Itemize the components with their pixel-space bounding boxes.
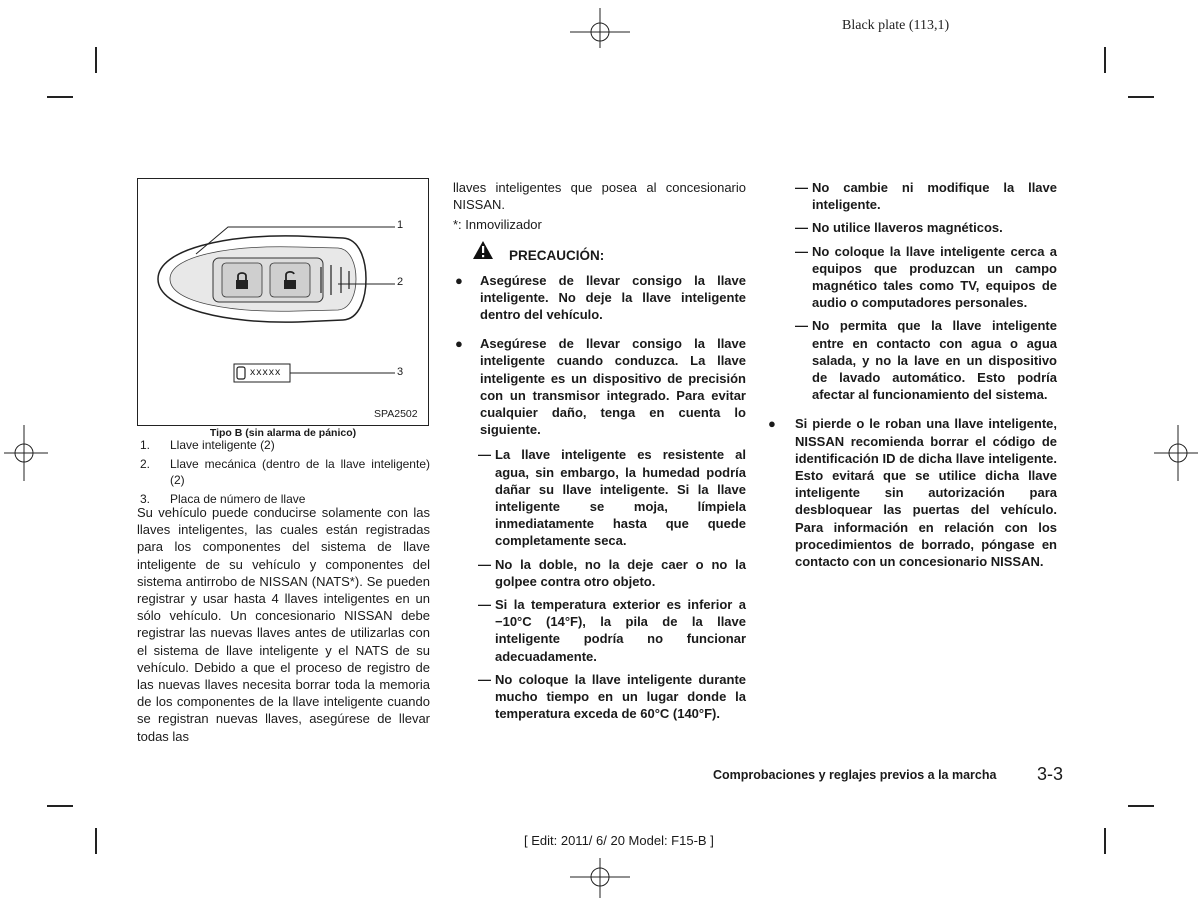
dash-text: Si la temperatura exterior es inferior a −10°C (14°F), la pila de la llave inteligente podría no funcionar adecuadamente. bbox=[495, 597, 746, 664]
dash-text: No permita que la llave inteligente entre en contacto con agua o agua salada, y no la lave en un dispositivo de lavado automático. Esto podría afectar al funcionamiento del sistema. bbox=[812, 318, 1057, 403]
dash-marker: — bbox=[478, 556, 491, 572]
key-tag-text: xxxxx bbox=[250, 366, 282, 378]
bullet-text: Asegúrese de llevar consigo la llave inteligente. No deje la llave inteligente dentro del vehículo. bbox=[480, 272, 746, 323]
registration-mark-icon bbox=[1154, 425, 1198, 481]
list-text: Llave inteligente (2) bbox=[170, 438, 275, 452]
list-text: Llave mecánica (dentro de la llave inteligente) (2) bbox=[170, 456, 430, 487]
crop-mark bbox=[47, 96, 73, 98]
dash-text: No utilice llaveros magnéticos. bbox=[812, 220, 1003, 236]
crop-mark bbox=[95, 828, 97, 854]
caution-bullet bbox=[453, 272, 746, 324]
warning-icon bbox=[472, 240, 494, 260]
page-number: 3-3 bbox=[1037, 764, 1064, 784]
dash-text: La llave inteligente es resistente al agua, sin embargo, la humedad podría dañar su llave inteligente. Si la llave inteligente se moja, límpiela inmediatamente hasta que quede completamente seca. bbox=[495, 447, 746, 549]
crop-mark bbox=[1104, 828, 1106, 854]
registration-mark-icon bbox=[570, 858, 630, 898]
key-figure bbox=[137, 178, 429, 426]
figure-code: SPA2502 bbox=[374, 408, 418, 420]
body-paragraph: llaves inteligentes que posea al concesionario NISSAN. bbox=[453, 180, 746, 213]
registration-mark-icon bbox=[4, 425, 48, 481]
dash-marker: — bbox=[478, 671, 491, 687]
dash-marker: — bbox=[795, 318, 808, 334]
caution-dash-item bbox=[453, 671, 746, 723]
caution-header bbox=[453, 240, 746, 268]
list-text: Placa de número de llave bbox=[170, 491, 306, 506]
list-number: 3. bbox=[140, 491, 151, 506]
crop-mark bbox=[95, 47, 97, 73]
dash-marker: — bbox=[478, 597, 491, 613]
footnote: *: Inmovilizador bbox=[453, 217, 542, 233]
caution-dash-item bbox=[453, 446, 746, 549]
bullet-icon: ● bbox=[455, 336, 463, 352]
bullet-icon: ● bbox=[455, 272, 463, 288]
list-number: 2. bbox=[140, 456, 151, 471]
dash-text: No coloque la llave inteligente durante mucho tiempo en un lugar donde la temperatura exceda de 60°C (140°F). bbox=[495, 671, 746, 722]
dash-marker: — bbox=[795, 243, 808, 259]
list-item bbox=[140, 456, 430, 489]
caution-bullet bbox=[453, 335, 746, 438]
bullet-text: Si pierde o le roban una llave inteligente, NISSAN recomienda borrar el código de identificación ID de dicha llave inteligente. Esto evitará que se utilice dicha llave inteligente sin autorización para desbloquear las puertas del vehículo. Para información en relación con los procedimientos de borrado, póngase en contacto con un concesionario NISSAN. bbox=[795, 416, 1057, 570]
caution-dash-item bbox=[795, 243, 1057, 312]
column-2 bbox=[453, 179, 746, 722]
edit-line: [ Edit: 2011/ 6/ 20 Model: F15-B ] bbox=[524, 833, 714, 848]
dash-marker: — bbox=[478, 447, 491, 463]
crop-mark bbox=[1128, 805, 1154, 807]
crop-mark bbox=[1128, 96, 1154, 98]
caution-bullet bbox=[768, 415, 1057, 570]
list-number: 1. bbox=[140, 438, 151, 452]
caution-dash-item bbox=[795, 317, 1057, 403]
dash-marker: — bbox=[795, 180, 808, 195]
dash-text: No coloque la llave inteligente cerca a equipos que produzcan un campo magnético tales como TV, equipos de audio o computadores personales. bbox=[812, 243, 1057, 311]
dash-text: No la doble, no la deje caer o no la golpee contra otro objeto. bbox=[495, 556, 746, 589]
bullet-text: Asegúrese de llevar consigo la llave inteligente cuando conduzca. La llave inteligente es un dispositivo de precisión con un transmisor integrado. Para evitar cualquier daño, tenga en cuenta lo siguiente. bbox=[480, 336, 746, 438]
parts-list bbox=[140, 437, 430, 509]
plate-label: Black plate (113,1) bbox=[842, 18, 950, 33]
callout-2: 2 bbox=[397, 276, 404, 288]
section-title: Comprobaciones y reglajes previos a la marcha bbox=[713, 768, 997, 782]
caution-title: PRECAUCIÓN: bbox=[509, 247, 605, 263]
crop-mark bbox=[1104, 47, 1106, 73]
caution-dash-item bbox=[795, 219, 1057, 236]
figure-caption: Tipo B (sin alarma de pánico) bbox=[209, 427, 357, 439]
intelligent-key-illustration bbox=[138, 179, 428, 425]
bullet-icon: ● bbox=[768, 416, 776, 432]
caution-dash-item bbox=[453, 596, 746, 665]
dash-text: No cambie ni modifique la llave inteligente. bbox=[812, 180, 1057, 213]
list-item bbox=[140, 437, 430, 454]
body-paragraph: Su vehículo puede conducirse solamente con las llaves inteligentes, las cuales están registradas para los componentes del sistema de llave inteligente de su vehículo y componentes del sistema antirrobo de NISSAN (NATS*). Se pueden registrar y usar hasta 4 llaves inteligentes en un sólo vehículo. Un concesionario NISSAN debe registrar las nuevas llaves antes de utilizarlas con el sistema de llave inteligente y el NATS de su vehículo. Debido a que el proceso de registro de las nuevas llaves necesita borrar toda la memoria de los componentes de la llave inteligente cuando se registran nuevas llaves, asegúrese de llevar todas las bbox=[137, 505, 430, 744]
dash-marker: — bbox=[795, 220, 808, 236]
caution-dash-item bbox=[453, 556, 746, 590]
registration-mark-icon bbox=[570, 8, 630, 48]
column-3 bbox=[768, 179, 1057, 570]
callout-3: 3 bbox=[397, 366, 404, 378]
caution-dash-item bbox=[795, 179, 1057, 213]
crop-mark bbox=[47, 805, 73, 807]
callout-1: 1 bbox=[397, 219, 404, 231]
